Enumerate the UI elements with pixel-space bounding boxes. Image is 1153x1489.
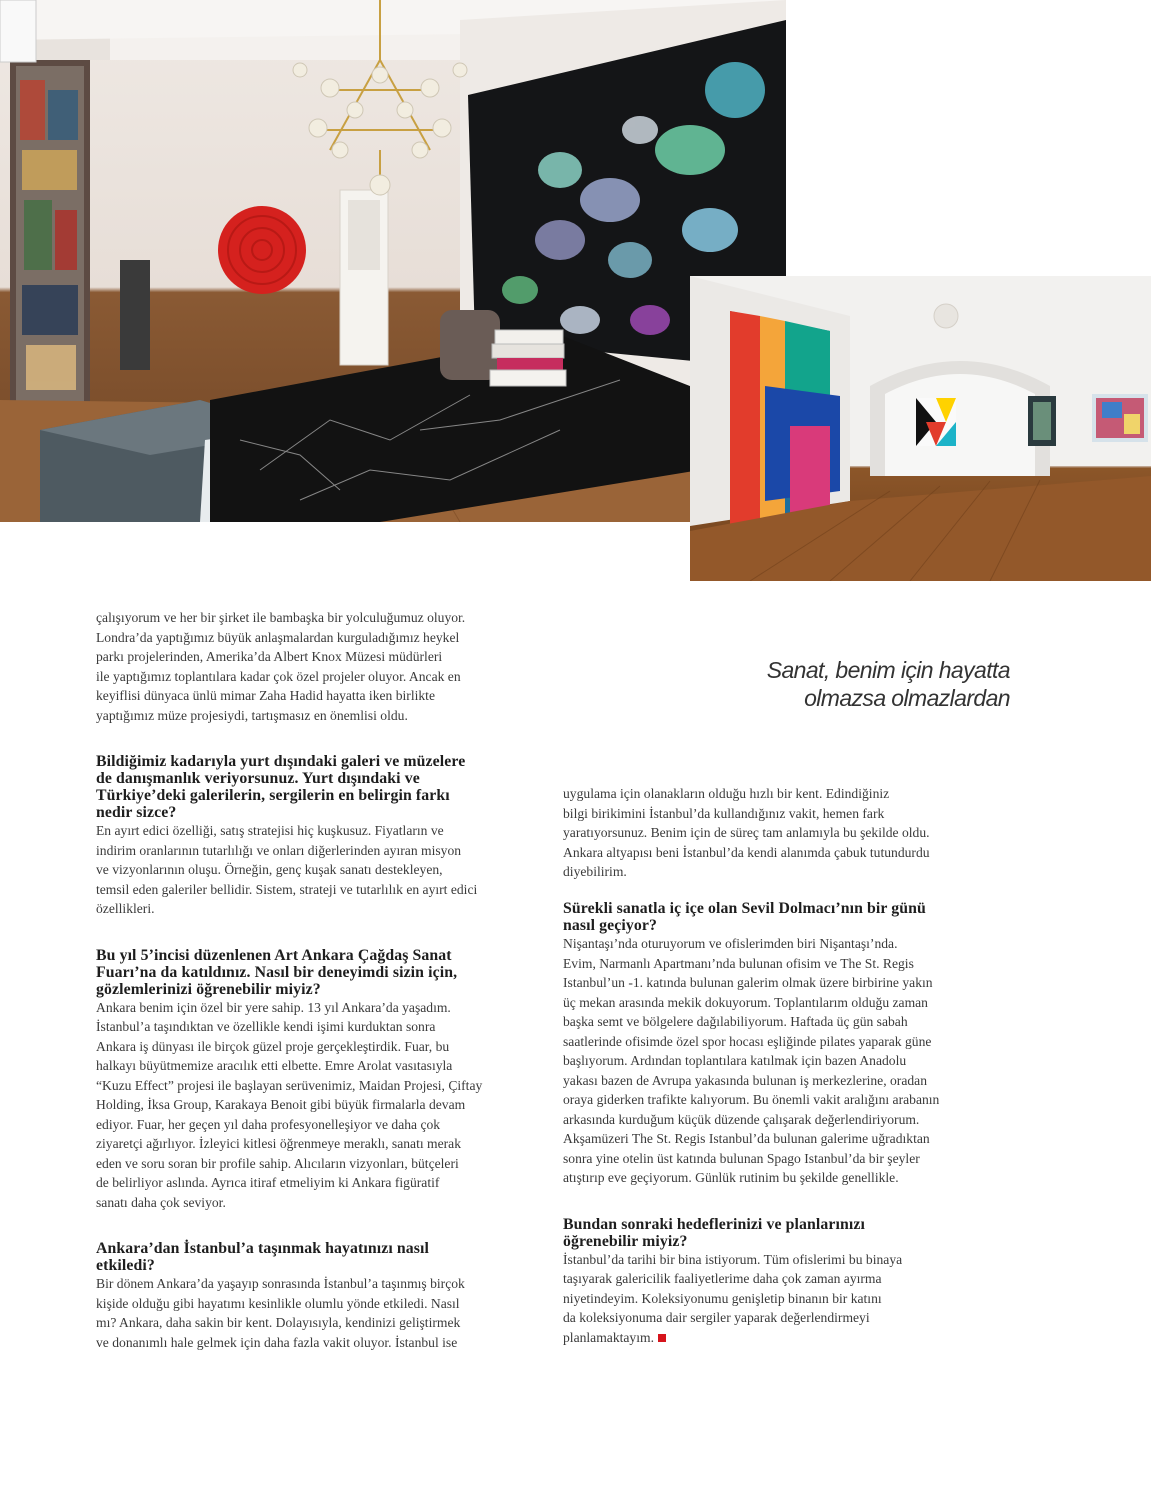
continuation-paragraph xyxy=(563,784,1013,882)
text-line: İstanbul’a taşındıktan ve özellikle kendi işimi kurduktan sonra xyxy=(96,1019,436,1034)
question-line: nedir sizce? xyxy=(96,804,177,821)
gallery-exhibition-hall-photo xyxy=(690,276,1151,581)
qa-section xyxy=(96,753,536,919)
text-line: Bir dönem Ankara’da yaşayıp sonrasında İstanbul’a taşınmış birçok xyxy=(96,1276,465,1291)
pull-quote-line: Sanat, benim için hayatta xyxy=(766,657,1010,683)
text-line: halkayı büyütmemize aracılık etti elbette. Emre Arolat vasıtasıyla xyxy=(96,1058,453,1073)
text-line: arkasında kurduğum küçük düzende çalışarak değerlendiriyorum. xyxy=(563,1111,920,1127)
office-photo-drawing xyxy=(0,0,786,522)
text-line: diyebilirim. xyxy=(563,864,627,879)
text-line: En ayırt edici özelliği, satış stratejisi hiç kuşkusuz. Fiyatların ve xyxy=(96,823,444,838)
text-line: üç mekan arasında mekik dokuyorum. Toplantılarım olduğu zaman xyxy=(563,994,928,1010)
interview-answer xyxy=(563,934,1013,1188)
question-line: Ankara’dan İstanbul’a taşınmak hayatınızı nasıl xyxy=(96,1240,430,1257)
article-left-column xyxy=(96,608,536,1352)
text-line-final: planlamaktayım. xyxy=(563,1329,654,1345)
interview-question xyxy=(563,900,1013,934)
text-line: İstanbul’da tarihi bir bina istiyorum. Tüm ofislerimi bu binaya xyxy=(563,1251,903,1267)
text-line: başka semt ve bölgelere dağılabiliyorum. Haftada üç gün sabah xyxy=(563,1014,908,1029)
text-line: bilgi birikimini İstanbul’da kullandığınız vakit, hemen fark xyxy=(563,805,885,821)
text-line: da koleksiyonuma dair sergiler yaparak değerlendirmeyi xyxy=(563,1310,870,1325)
pull-quote-line: olmazsa olmazlardan xyxy=(804,685,1010,711)
text-line: Ankara benim için özel bir yere sahip. 13 yıl Ankara’da yaşadım. xyxy=(96,999,451,1015)
text-line: ve vizyonlarının oluşu. Örneğin, genç kuşak sanatı destekleyen, xyxy=(96,862,443,877)
text-line: eden ve soru soran bir profile sahip. Alıcıların vizyonları, bütçeleri xyxy=(96,1155,459,1171)
text-line: atıştırıp eve geçiyorum. Günlük rutinim bu şekilde genellikle. xyxy=(563,1170,899,1185)
text-line: indirim oranlarının tutarlılığı ve onları diğerlerinden ayıran misyon xyxy=(96,842,462,858)
text-line: saatlerinde ofisimde özel spor hocası eşliğinde pilates yaparak güne xyxy=(563,1033,932,1049)
text-line: Istanbul’un -1. katında bulunan galerim olmak üzere birbirine yakın xyxy=(563,975,933,990)
question-line: gözlemlerinizi öğrenebilir miyiz? xyxy=(96,980,321,998)
text-line: çalışıyorum ve her bir şirket ile bambaşka bir yolculuğumuz oluyor. xyxy=(96,610,466,625)
text-line: keyiflisi dünyaca ünlü mimar Zaha Hadid hayatta iken birlikte xyxy=(96,688,435,703)
article-end-mark xyxy=(658,1334,666,1342)
text-line: sanatı daha çok seviyor. xyxy=(96,1194,226,1210)
text-line: yakası bazen de Avrupa yakasında bulunan iş merkezlerine, oradan xyxy=(563,1072,927,1088)
qa-section xyxy=(96,947,536,1213)
question-line: öğrenebilir miyiz? xyxy=(563,1232,688,1250)
qa-section xyxy=(563,1216,1013,1348)
text-line: Holding, İksa Group, Karakaya Benoit gibi büyük firmalarla devam xyxy=(96,1097,466,1112)
text-line: temsil eden galeriler bellidir. Sistem, strateji ve tutarlılık en ayırt edici xyxy=(96,881,478,897)
question-line: etkiledi? xyxy=(96,1257,155,1274)
qa-section xyxy=(96,1240,536,1352)
text-line: Nişantaşı’nda oturuyorum ve ofislerimden biri Nişantaşı’nda. xyxy=(563,936,898,951)
interview-question xyxy=(96,947,536,998)
text-line: ve donanımlı hale gelmek için daha fazla vakit oluyor. İstanbul ise xyxy=(96,1334,458,1350)
question-line: Bu yıl 5’incisi düzenlenen Art Ankara Çağdaş Sanat xyxy=(96,946,452,964)
interview-answer xyxy=(96,1274,536,1352)
question-line: Bildiğimiz kadarıyla yurt dışındaki galeri ve müzelere xyxy=(96,753,466,770)
text-line: yaratıyorsunuz. Benim için de süreç tam anlamıyla bu şekilde oldu. xyxy=(563,825,930,840)
text-line: Akşamüzeri The St. Regis Istanbul’da bulunan galerime uğradıktan xyxy=(563,1131,930,1146)
text-line: mı? Ankara, daha sakin bir kent. Dolayısıyla, kendinizi geliştirmek xyxy=(96,1315,461,1330)
text-line: parkı projelerinden, Amerika’da Albert Knox Müzesi müdürleri xyxy=(96,649,443,664)
interview-answer xyxy=(96,998,536,1213)
exhibition-photo-drawing xyxy=(690,276,1151,581)
qa-section xyxy=(563,900,1013,1188)
question-line: Fuarı’na da katıldınız. Nasıl bir deneyimdi sizin için, xyxy=(96,963,458,981)
text-line: başlıyorum. Ardından toplantılara katılmak için bazen Anadolu xyxy=(563,1053,907,1068)
question-line: Türkiye’deki galerilerin, sergilerin en belirgin farkı xyxy=(96,787,450,804)
interview-answer xyxy=(563,1250,1013,1348)
intro-paragraph xyxy=(96,608,536,725)
text-line: de belirliyor aslında. Ayrıca itiraf etmeliyim ki Ankara figüratif xyxy=(96,1175,440,1190)
text-line: ziyaretçi ağırlıyor. İzleyici kitlesi öğrenmeye meraklı, sanatı merak xyxy=(96,1136,461,1151)
question-line: nasıl geçiyor? xyxy=(563,917,657,934)
text-line: ile yaptığımız toplantılara kadar çok özel projeler oluyor. Ancak en xyxy=(96,668,461,684)
pull-quote xyxy=(720,656,1010,712)
question-line: de danışmanlık veriyorsunuz. Yurt dışındaki ve xyxy=(96,770,420,787)
question-line: Bundan sonraki hedeflerinizi ve planlarınızı xyxy=(563,1215,865,1233)
text-line: Ankara altyapısı beni İstanbul’da kendi alanımda çabuk tutundurdu xyxy=(563,844,930,860)
text-line: ediyor. Fuar, her geçen yıl daha profesyonelleşiyor ve daha çok xyxy=(96,1116,441,1132)
article-right-column-continuation xyxy=(563,784,1013,882)
interview-question xyxy=(96,1240,536,1274)
interview-question xyxy=(563,1216,1013,1250)
text-line: “Kuzu Effect” projesi ile başlayan serüvenimiz, Maidan Projesi, Çiftay xyxy=(96,1077,483,1093)
text-line: özellikleri. xyxy=(96,901,155,916)
interview-answer xyxy=(96,821,536,919)
text-line: uygulama için olanakların olduğu hızlı bir kent. Edindiğiniz xyxy=(563,786,890,801)
text-line: oraya giderken trafikte kalıyorum. Bu önemli vakit aralığını arabanın xyxy=(563,1092,940,1107)
text-line: yaptığımız müze projesiydi, tartışmasız en önemlisi oldu. xyxy=(96,707,408,723)
text-line: Londra’da yaptığımız büyük anlaşmalardan kurguladığımız heykel xyxy=(96,629,460,645)
article-right-column xyxy=(563,900,1013,1347)
text-line xyxy=(563,1328,1013,1348)
text-line: Ankara iş dünyası ile birçok güzel proje gerçekleştirdik. Fuar, bu xyxy=(96,1038,450,1054)
text-line: sonra yine otelin üst katında bulunan Spago Istanbul’da bir şeyler xyxy=(563,1150,920,1166)
text-line: kişide olduğu gibi hayatımı kesinlikle olumlu yönde etkiledi. Nasıl xyxy=(96,1295,460,1311)
text-line: niyetindeyim. Koleksiyonumu genişletip binanın bir katını xyxy=(563,1290,882,1306)
gallery-office-interior-photo xyxy=(0,0,786,522)
interview-question xyxy=(96,753,536,821)
question-line: Sürekli sanatla iç içe olan Sevil Dolmacı’nın bir günü xyxy=(563,900,926,917)
text-line: taşıyarak galericilik faaliyetlerime daha çok zaman ayırma xyxy=(563,1271,882,1286)
text-line: Evim, Narmanlı Apartmanı’nda bulunan ofisim ve The St. Regis xyxy=(563,955,914,971)
